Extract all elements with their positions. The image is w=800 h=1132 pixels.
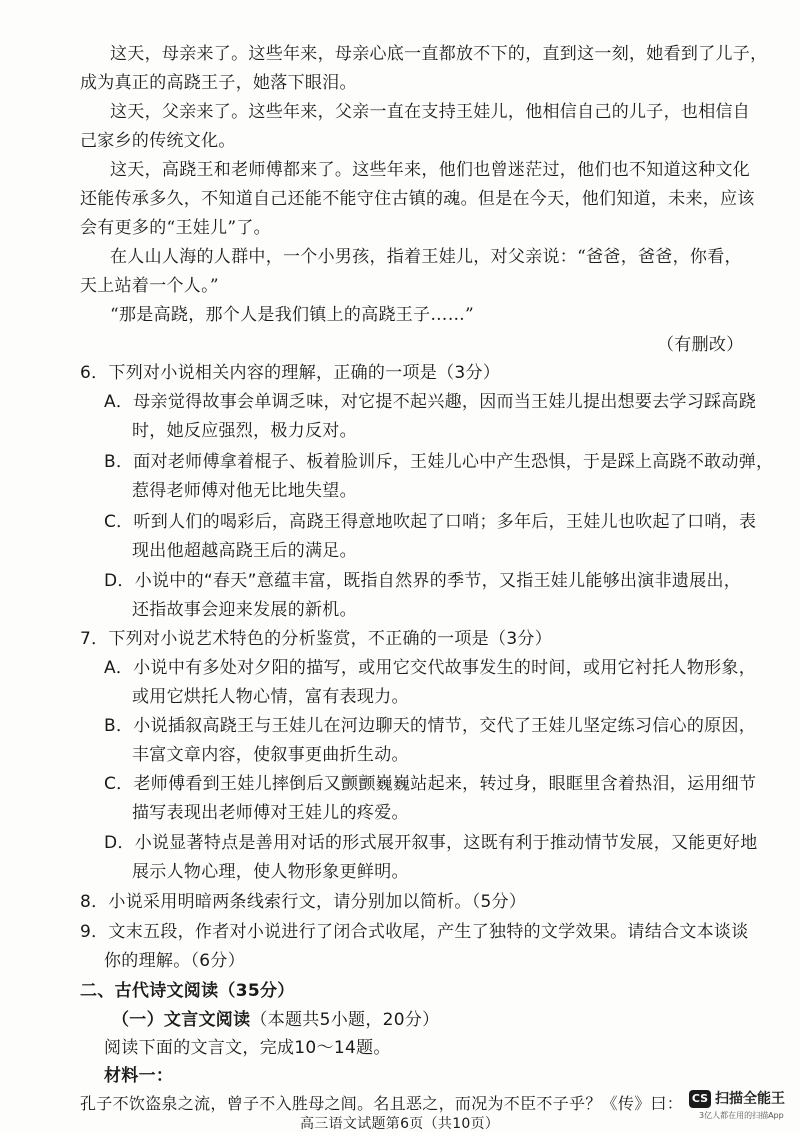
question-7-option-b: B．小说插叙高跷王与王娃儿在河边聊天的情节，交代了王娃儿坚定练习信心的原因， (104, 716, 757, 736)
subsection-title: （一）文言文阅读 (112, 1010, 251, 1030)
passage-line: 天上站着一个人。” (80, 276, 219, 296)
question-6-option-b: B．面对老师傅拿着棍子、板着脸训斥，王娃儿心中产生恐惧，于是踩上高跷不敢动弹， (104, 452, 774, 472)
question-6-option-d: 还指故事会迎来发展的新机。 (132, 600, 357, 620)
section-2-title: 二、古代诗文阅读（35分） (80, 981, 295, 1001)
page-footer: 高三语文试题第6页（共10页） (300, 1116, 500, 1132)
question-7-option-d: D．小说显著特点是善用对话的形式展开叙事，这既有利于推动情节发展，又能更好地 (104, 833, 758, 853)
question-9: 9．文末五段，作者对小说进行了闭合式收尾，产生了独特的文学效果。请结合文本谈谈 (80, 922, 749, 942)
scanner-app-tagline: 3亿人都在用的扫描App (699, 1111, 784, 1120)
subsection-note: （本题共5小题，20分） (250, 1010, 440, 1030)
question-6-option-a: 时，她反应强烈，极力反对。 (132, 421, 357, 441)
passage-line: 还能传承多久，不知道自己还能不能守住古镇的魂。但是在今天，他们知道，未来，应该 (80, 189, 755, 209)
passage-line: 这天，母亲来了。这些年来，母亲心底一直都放不下的，直到这一刻，她看到了儿子， (110, 44, 768, 64)
question-6-option-d: D．小说中的“春天”意蕴丰富，既指自然界的季节，又指王娃儿能够出演非遗展出， (104, 571, 742, 591)
question-7-option-d: 展示人物心理，使人物形象更鲜明。 (132, 862, 409, 882)
passage-line: 这天，父亲来了。这些年来，父亲一直在支持王娃儿，他相信自己的儿子，也相信自 (110, 102, 751, 122)
passage-line: 这天，高跷王和老师傅都来了。这些年来，他们也曾迷茫过，他们也不知道这种文化 (110, 160, 751, 180)
question-6-option-b: 惹得老师傅对他无比地失望。 (132, 481, 357, 501)
section-2-subheading (112, 1008, 439, 1032)
question-7-option-b: 丰富文章内容，使叙事更曲折生动。 (132, 745, 409, 765)
passage-line: 成为真正的高跷王子，她落下眼泪。 (80, 73, 357, 93)
question-7-stem: 7．下列对小说艺术特色的分析鉴赏，不正确的一项是（3分） (80, 629, 553, 649)
question-7-option-a: 或用它烘托人物心情，富有表现力。 (132, 687, 409, 707)
scanner-app-name: 扫描全能王 (715, 1091, 785, 1107)
question-9: 你的理解。（6分） (104, 951, 246, 971)
question-7-option-c: 描写表现出老师傅对王娃儿的疼爱。 (132, 803, 409, 823)
question-8: 8．小说采用明暗两条线索行文，请分别加以简析。（5分） (80, 892, 527, 912)
source-note: （有删改） (657, 335, 744, 355)
scanner-logo-icon: CS (689, 1090, 711, 1108)
material-label: 材料一： (104, 1066, 174, 1086)
passage-line: 会有更多的“王娃儿”了。 (80, 218, 271, 238)
passage-line: 在人山人海的人群中，一个小男孩，指着王娃儿，对父亲说：“爸爸，爸爸，你看， (110, 247, 742, 267)
material-text: 孔子不饮盗泉之流，曾子不入胜母之闾。名且恶之，而况为不臣不子乎？《传》曰： (80, 1094, 684, 1113)
question-6-option-c: 现出他超越高跷王后的满足。 (132, 541, 357, 561)
question-6-option-a: A．母亲觉得故事会单调乏味，对它提不起兴趣，因而当王娃儿提出想要去学习踩高跷 (104, 392, 757, 412)
section-2-instruction: 阅读下面的文言文，完成10～14题。 (104, 1038, 391, 1058)
question-7-option-c: C．老师傅看到王娃儿摔倒后又颤颤巍巍站起来，转过身，眼眶里含着热泪，运用细节 (104, 774, 757, 794)
passage-line: 己家乡的传统文化。 (80, 131, 236, 151)
passage-line: “那是高跷，那个人是我们镇上的高跷王子……” (110, 305, 474, 325)
question-7-option-a: A．小说中有多处对夕阳的描写，或用它交代故事发生的时间，或用它衬托人物形象， (104, 658, 757, 678)
question-6-option-c: C．听到人们的喝彩后，高跷王得意地吹起了口哨；多年后，王娃儿也吹起了口哨，表 (104, 512, 757, 532)
question-6-stem: 6．下列对小说相关内容的理解，正确的一项是（3分） (80, 363, 501, 383)
